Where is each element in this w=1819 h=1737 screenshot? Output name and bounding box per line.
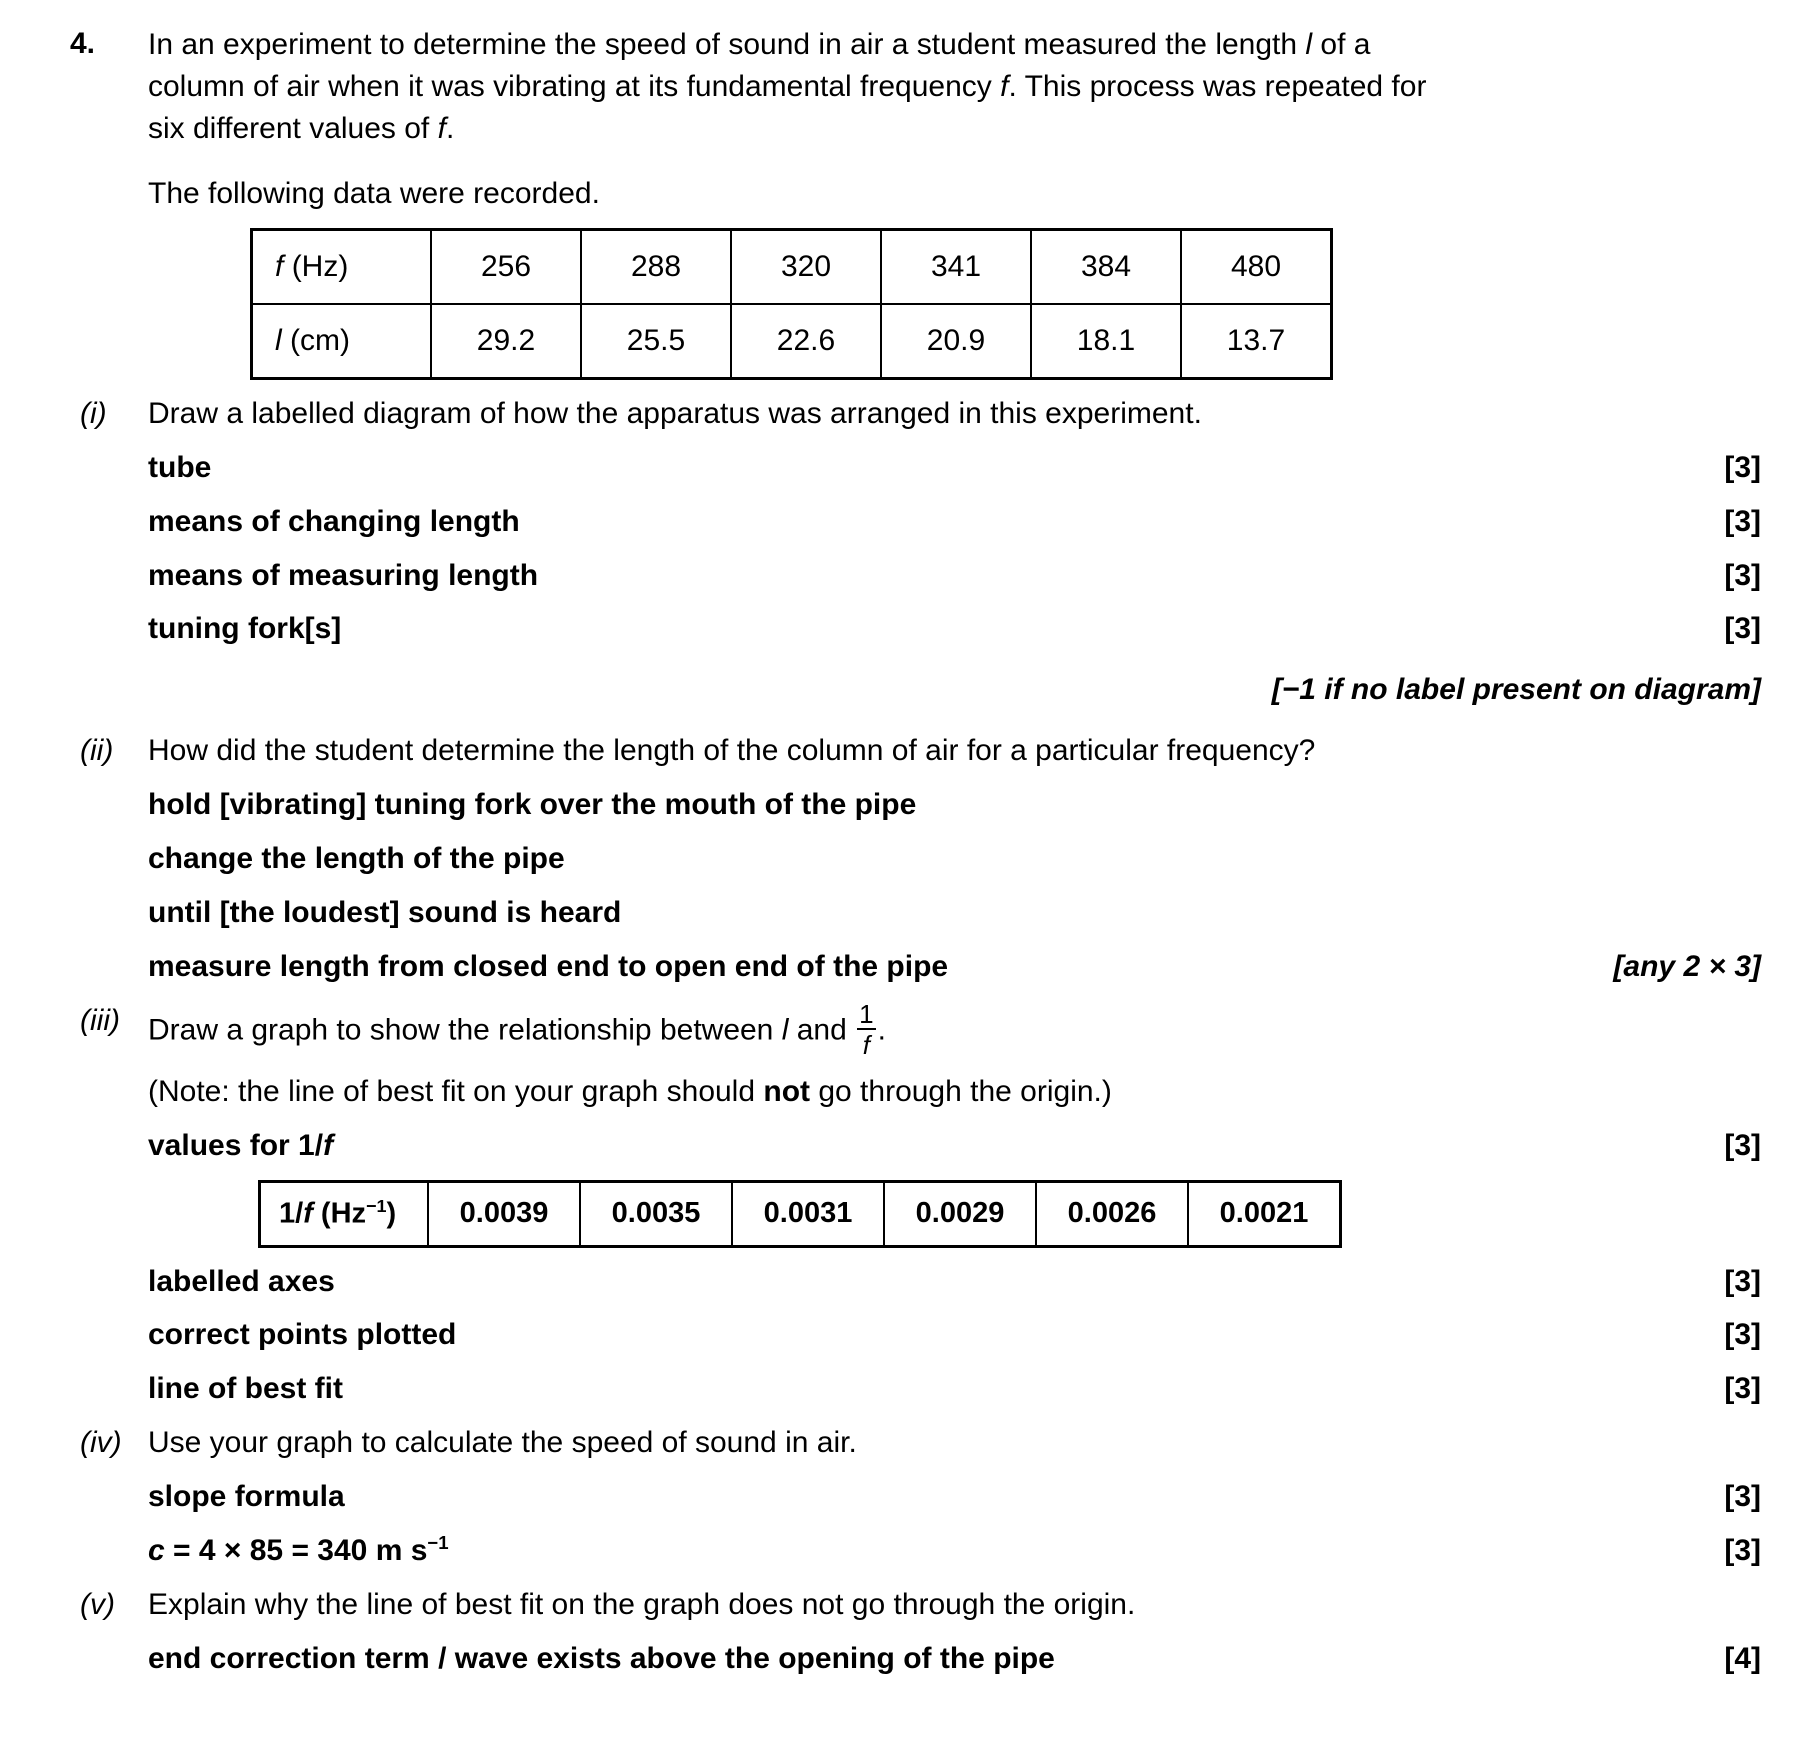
part-iii-prompt-row xyxy=(0,998,1819,1060)
label-l-unit: (cm) xyxy=(290,323,350,357)
fraction-one-over-f xyxy=(857,998,875,1060)
marks-badge-any xyxy=(1541,947,1761,987)
marks-any-text: [any 2 × 3] xyxy=(1613,949,1761,983)
part-i-answer-row xyxy=(0,502,1819,542)
row-label-length xyxy=(252,304,432,379)
part-iii-prompt xyxy=(148,998,1761,1060)
table-row-inverse-frequency xyxy=(260,1181,1341,1246)
cell-length: 29.2 xyxy=(431,304,581,379)
stem-text-5: six different values of xyxy=(148,112,438,145)
calc-symbol-c: c xyxy=(148,1534,165,1568)
calc-expression: = 4 × 85 = 340 m s xyxy=(164,1534,428,1568)
part-i-answer-row xyxy=(0,448,1819,488)
cell-frequency: 341 xyxy=(881,229,1031,304)
part-label-i: (i) xyxy=(80,396,107,430)
inverse-frequency-table xyxy=(258,1180,1342,1248)
answer-text: change the length of the pipe xyxy=(148,842,565,876)
part-i-answer-row xyxy=(0,556,1819,596)
stem-text-3: column of air when it was vibrating at its fundamental frequency xyxy=(148,70,1001,103)
part-ii-answer-row xyxy=(0,839,1819,879)
values-label-f: f xyxy=(323,1128,334,1162)
question-number: 4. xyxy=(70,27,96,60)
cell-inverse-frequency: 0.0029 xyxy=(884,1181,1036,1246)
label-inverse-unit-exponent: −1 xyxy=(366,1196,387,1217)
cell-length: 18.1 xyxy=(1031,304,1181,379)
part-ii-prompt-row xyxy=(0,731,1819,771)
answer-text: measure length from closed end to open end of the pipe xyxy=(148,949,949,983)
part-i-label-penalty-note: [−1 if no label present on diagram] xyxy=(1271,673,1761,707)
table-row-frequency xyxy=(252,229,1332,304)
cell-length: 20.9 xyxy=(881,304,1031,379)
answer-text: until [the loudest] sound is heard xyxy=(148,896,622,930)
calc-exponent: −1 xyxy=(427,1532,449,1554)
part-iii-note xyxy=(148,1072,1761,1112)
label-inverse-unit: (Hz xyxy=(320,1197,367,1230)
cell-length: 22.6 xyxy=(731,304,881,379)
note-text-emphasis: not xyxy=(763,1074,811,1108)
prompt-text-start: Draw a graph to show the relationship between xyxy=(148,1013,782,1047)
answer-text: means of measuring length xyxy=(148,558,539,592)
part-iii-note-row xyxy=(0,1072,1819,1112)
part-v-answer-row xyxy=(0,1639,1819,1679)
answer-text: correct points plotted xyxy=(148,1318,457,1352)
part-label-ii: (ii) xyxy=(80,734,114,768)
marks-badge: [3] xyxy=(1724,1264,1761,1298)
prompt-symbol-l: l xyxy=(781,1013,789,1047)
stem-symbol-f-2: f xyxy=(437,112,446,145)
stem-text-1: In an experiment to determine the speed of sound in air a student measured the length xyxy=(148,28,1306,61)
fraction-numerator: 1 xyxy=(859,998,874,1029)
cell-frequency: 256 xyxy=(431,229,581,304)
label-inverse-prefix: 1/ xyxy=(279,1197,304,1230)
part-iii-answer-row xyxy=(0,1262,1819,1302)
marks-badge: [3] xyxy=(1724,612,1761,646)
answer-text: slope formula xyxy=(148,1480,345,1514)
marks-badge: [3] xyxy=(1724,504,1761,538)
answer-text: end correction term / wave exists above the opening of the pipe xyxy=(148,1641,1055,1675)
cell-frequency: 288 xyxy=(581,229,731,304)
part-i-answer-row xyxy=(0,609,1819,649)
part-iii-answer-row xyxy=(0,1315,1819,1355)
marks-badge: [3] xyxy=(1724,558,1761,592)
part-label-iv: (iv) xyxy=(80,1426,122,1460)
cell-inverse-frequency: 0.0039 xyxy=(428,1181,580,1246)
cell-frequency: 384 xyxy=(1031,229,1181,304)
cell-inverse-frequency: 0.0026 xyxy=(1036,1181,1188,1246)
label-f-symbol: f xyxy=(275,249,284,283)
part-ii-answer-row xyxy=(0,893,1819,933)
cell-length: 13.7 xyxy=(1181,304,1332,379)
values-label-prefix: values for 1/ xyxy=(148,1128,324,1162)
stem-symbol-f: f xyxy=(1000,70,1009,103)
part-iii-values-row xyxy=(0,1126,1819,1166)
answer-text: hold [vibrating] tuning fork over the mouth of the pipe xyxy=(148,788,917,822)
marks-badge: [3] xyxy=(1724,1480,1761,1514)
row-label-frequency xyxy=(252,229,432,304)
answer-text: labelled axes xyxy=(148,1264,335,1298)
data-intro-row xyxy=(0,174,1819,214)
question-stem-row xyxy=(0,24,1819,150)
part-label-iii: (iii) xyxy=(80,1003,120,1037)
label-l-symbol: l xyxy=(275,323,282,357)
marks-badge: [3] xyxy=(1724,450,1761,484)
part-iv-prompt-row xyxy=(0,1423,1819,1463)
label-f-unit: (Hz) xyxy=(291,249,349,283)
cell-frequency: 480 xyxy=(1181,229,1332,304)
label-inverse-unit-close: ) xyxy=(386,1197,397,1230)
prompt-text-and: and xyxy=(788,1013,856,1047)
part-label-v: (v) xyxy=(80,1587,115,1621)
answer-text: line of best fit xyxy=(148,1372,343,1406)
answer-text: tube xyxy=(148,450,212,484)
answer-calculation-speed-of-sound xyxy=(148,1531,1651,1571)
cell-inverse-frequency: 0.0031 xyxy=(732,1181,884,1246)
row-label-inverse-frequency xyxy=(260,1181,429,1246)
answer-text-values-for-inverse-f xyxy=(148,1126,1651,1166)
note-text-after: go through the origin.) xyxy=(810,1074,1112,1108)
inverse-frequency-table-wrapper xyxy=(0,1180,1819,1248)
part-i-prompt: Draw a labelled diagram of how the apparatus was arranged in this experiment. xyxy=(148,396,1202,430)
data-table-wrapper xyxy=(0,228,1819,380)
data-intro-text: The following data were recorded. xyxy=(148,177,600,210)
marks-badge: [3] xyxy=(1724,1128,1761,1162)
frequency-length-table xyxy=(250,228,1333,380)
cell-inverse-frequency: 0.0021 xyxy=(1188,1181,1341,1246)
note-text-before: (Note: the line of best fit on your graph should xyxy=(148,1074,764,1108)
marks-badge: [3] xyxy=(1724,1318,1761,1352)
cell-length: 25.5 xyxy=(581,304,731,379)
marks-badge: [4] xyxy=(1724,1641,1761,1675)
marks-badge: [3] xyxy=(1724,1534,1761,1568)
label-inverse-f: f xyxy=(303,1197,313,1230)
part-iv-answer-row xyxy=(0,1477,1819,1517)
prompt-text-end: . xyxy=(877,1013,886,1047)
part-iv-prompt: Use your graph to calculate the speed of sound in air. xyxy=(148,1426,857,1460)
stem-text-6: . xyxy=(445,112,455,145)
stem-symbol-l: l xyxy=(1305,28,1313,61)
cell-inverse-frequency: 0.0035 xyxy=(580,1181,732,1246)
part-ii-answer-row xyxy=(0,785,1819,825)
question-stem xyxy=(148,24,1761,150)
stem-text-4: . This process was repeated for xyxy=(1008,70,1427,103)
stem-text-2: of a xyxy=(1312,28,1371,61)
answer-text: tuning fork[s] xyxy=(148,612,342,646)
question-stem-paragraph xyxy=(148,24,1438,150)
cell-frequency: 320 xyxy=(731,229,881,304)
part-v-prompt: Explain why the line of best fit on the graph does not go through the origin. xyxy=(148,1587,1136,1621)
part-iv-calculation-row xyxy=(0,1531,1819,1571)
part-ii-answer-row xyxy=(0,947,1819,987)
part-i-prompt-row xyxy=(0,394,1819,434)
marks-badge: [3] xyxy=(1724,1372,1761,1406)
part-ii-prompt: How did the student determine the length of the column of air for a particular frequency? xyxy=(148,734,1316,768)
fraction-denominator: f xyxy=(862,1029,870,1060)
part-v-prompt-row xyxy=(0,1585,1819,1625)
answer-text: means of changing length xyxy=(148,504,520,538)
table-row-length xyxy=(252,304,1332,379)
part-iii-answer-row xyxy=(0,1369,1819,1409)
